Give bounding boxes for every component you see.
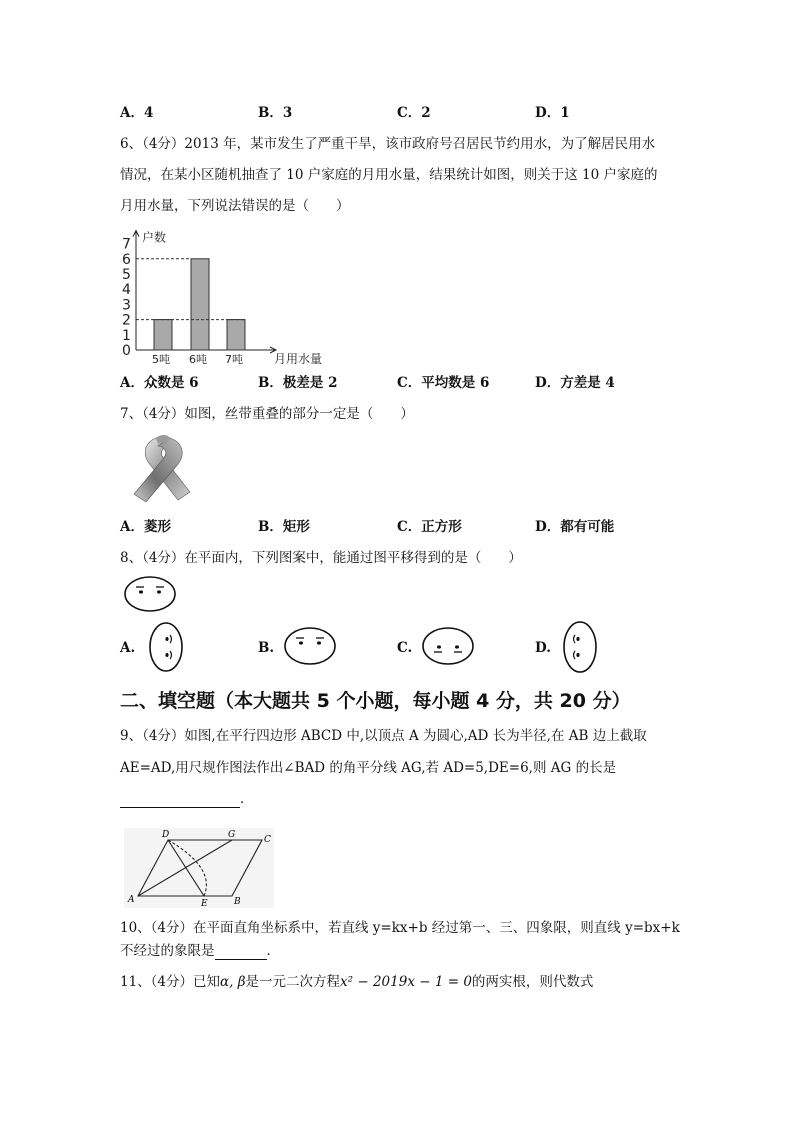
q8-label-c[interactable]: C. <box>397 640 413 656</box>
q9-parallelogram-figure <box>124 828 274 908</box>
q5-option-b[interactable]: B．3 <box>258 105 293 121</box>
label-E: E <box>201 899 208 909</box>
q8-option-c-face[interactable] <box>420 624 476 668</box>
q11-equation: x² − 2019x − 1 = 0 <box>340 974 472 990</box>
q10-stem-line1: 10、（4分）在平面直角坐标系中，若直线 y=kx+b 经过第一、三、四象限，则直线 y=bx+k <box>120 920 680 936</box>
q8-label-d[interactable]: D. <box>535 640 551 656</box>
q11-stem <box>120 973 593 991</box>
label-G: G <box>228 830 236 840</box>
label-C: C <box>264 835 271 845</box>
x-axis-label: 月用水量 <box>274 352 323 366</box>
q6-option-b[interactable]: B．极差是 2 <box>258 375 338 391</box>
q8-option-a-face[interactable] <box>146 620 186 674</box>
q9-stem-line1: 9、（4分）如图,在平行四边形 ABCD 中,以顶点 A 为圆心,AD 长为半径,在 AB 边上截取 <box>120 728 647 744</box>
x-tick-label: 5吨 <box>152 353 170 366</box>
q8-original-face <box>122 574 178 614</box>
q8-option-b-face[interactable] <box>282 624 338 668</box>
ribbon-figure <box>128 430 198 505</box>
q8-option-d-face[interactable] <box>560 619 600 675</box>
q7-option-b[interactable]: B．矩形 <box>258 519 310 535</box>
q5-option-c[interactable]: C．2 <box>397 105 431 121</box>
q5-option-d[interactable]: D．1 <box>535 105 570 121</box>
q9-answer-line <box>120 790 254 808</box>
q11-alpha-beta: α, β <box>220 974 246 990</box>
q7-option-a[interactable]: A．菱形 <box>120 519 171 535</box>
q10-stem-line2 <box>120 942 280 960</box>
q11-mid: 是一元二次方程 <box>245 974 341 990</box>
bar <box>227 320 245 350</box>
q6-option-a[interactable]: A．众数是 6 <box>120 375 199 391</box>
y-tick-label: 4 <box>122 282 131 299</box>
x-tick-label: 6吨 <box>189 353 207 366</box>
y-tick-label: 6 <box>122 251 131 268</box>
q6-stem-line3: 月用水量，下列说法错误的是（ ） <box>120 198 350 214</box>
y-tick-label: 0 <box>122 343 131 359</box>
q7-stem: 7、（4分）如图，丝带重叠的部分一定是（ ） <box>120 406 414 422</box>
q10-period: ． <box>266 943 280 959</box>
y-axis-label: 户数 <box>142 230 167 245</box>
q6-stem-line1: 6、（4分）2013 年，某市发生了严重干旱，该市政府号召居民节约用水，为了解居民用水 <box>120 136 656 152</box>
q9-answer-blank[interactable] <box>120 793 240 808</box>
q8-label-b[interactable]: B. <box>258 640 275 656</box>
q10-answer-blank[interactable] <box>215 945 267 960</box>
y-tick-label: 3 <box>122 297 131 314</box>
q9-period: ． <box>240 791 254 807</box>
y-tick-label: 2 <box>122 312 131 329</box>
q8-stem: 8、（4分）在平面内，下列图案中，能通过图平移得到的是（ ） <box>120 550 522 566</box>
x-tick-label: 7吨 <box>225 353 243 366</box>
y-tick-label: 1 <box>122 327 131 344</box>
q11-post: 的两实根，则代数式 <box>471 974 594 990</box>
q9-stem-line2: AE=AD,用尺规作图法作出∠BAD 的角平分线 AG,若 AD=5,DE=6,则 AG 的长是 <box>120 760 617 776</box>
q5-option-a[interactable]: A．4 <box>120 105 154 121</box>
q6-option-c[interactable]: C．平均数是 6 <box>397 375 490 391</box>
y-tick-label: 7 <box>122 236 131 253</box>
label-A: A <box>128 895 135 905</box>
bar <box>191 259 209 350</box>
q6-stem-line2: 情况，在某小区随机抽查了 10 户家庭的月用水量，结果统计如图，则关于这 10 户家庭的 <box>120 167 658 183</box>
q8-label-a[interactable]: A. <box>120 640 136 656</box>
q7-option-c[interactable]: C．正方形 <box>397 519 462 535</box>
bar <box>154 320 172 350</box>
section-2-title: 二、填空题（本大题共 5 个小题，每小题 4 分，共 20 分） <box>120 690 631 712</box>
q10-stem-line2-text: 不经过的象限是 <box>120 943 215 959</box>
q11-pre: 11、（4分）已知 <box>120 974 221 990</box>
label-D: D <box>162 830 170 840</box>
q6-option-d[interactable]: D．方差是 4 <box>535 375 615 391</box>
y-tick-label: 5 <box>122 267 131 283</box>
label-B: B <box>234 897 241 907</box>
water-usage-bar-chart <box>112 220 352 370</box>
q7-option-d[interactable]: D．都有可能 <box>535 519 615 535</box>
